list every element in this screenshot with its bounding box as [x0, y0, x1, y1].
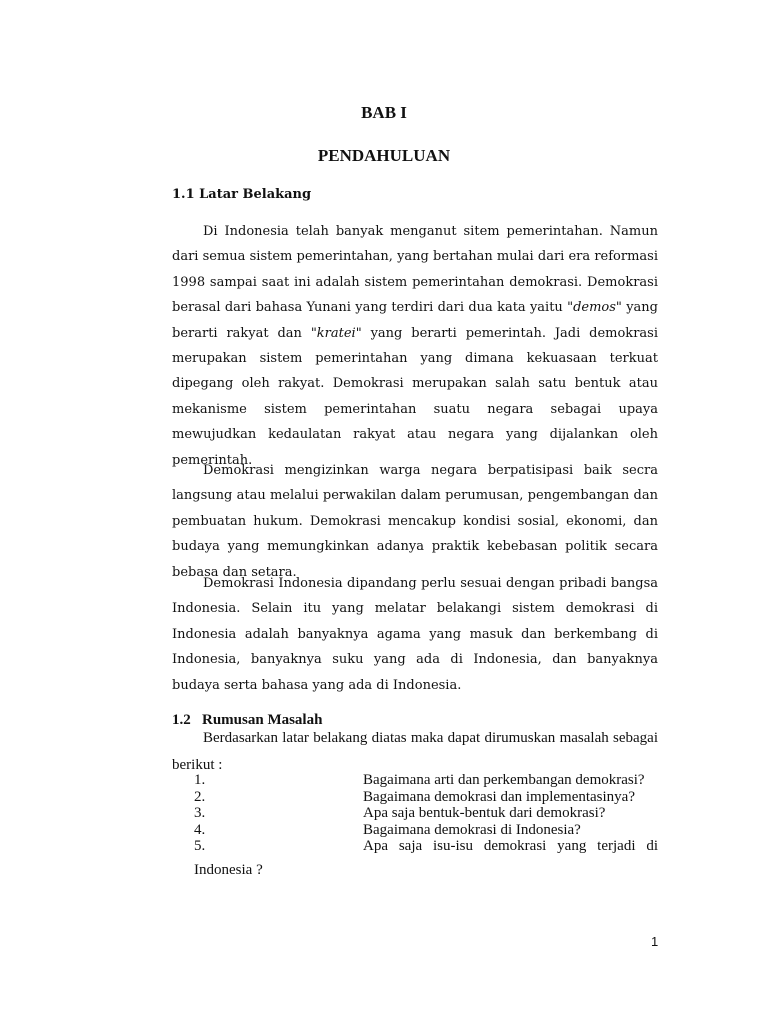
question-number: 4. — [194, 821, 206, 838]
question-text: Bagaimana demokrasi dan implementasinya? — [363, 788, 635, 805]
section-1-2-intro: Berdasarkan latar belakang diatas maka dapat dirumuskan masalah sebagai berikut : — [172, 730, 658, 773]
paragraph-1-part-a: Di Indonesia telah banyak menganut sitem pemerintahan. Namun dari semua sistem pemerintahan, yang bertahan mulai dari era reformasi 1998 sampai saat ini adalah sistem pemerintahan demokrasi. Demokrasi berasal dari bahasa Yunani yang terdiri dari dua kata yaitu — [172, 224, 658, 316]
paragraph-1 — [172, 219, 658, 473]
section-1-1-heading: 1.1 Latar Belakang — [172, 187, 312, 202]
paragraph-3: Demokrasi Indonesia dipandang perlu sesuai dengan pribadi bangsa Indonesia. Selain itu yang melatar belakangi sistem demokrasi di Indonesia adalah banyaknya agama yang masuk dan berkembang di Indonesia, banyaknya suku yang ada di Indonesia, dan banyaknya budaya serta bahasa yang ada di Indonesia. — [172, 576, 658, 693]
question-text: Apa saja isu-isu demokrasi yang terjadi di — [363, 838, 658, 855]
chapter-title: PENDAHULUAN — [317, 146, 451, 165]
list-item — [194, 838, 658, 855]
question-number: 2. — [194, 788, 206, 805]
term-demos: "demos" — [567, 300, 622, 316]
paragraph-1-part-c: yang berarti pemerintah. Jadi demokrasi merupakan sistem pemerintahan yang dimana kekuasaan terkuat dipegang oleh rakyat. Demokrasi merupakan salah satu bentuk atau mekanisme sistem pemerintahan suatu negara sebagai upaya mewujudkan kedaulatan rakyat atau negara yang dijalankan oleh pemerintah. — [172, 325, 658, 468]
questions-list — [194, 772, 658, 855]
question-number: 3. — [194, 805, 206, 822]
question-text: Apa saja bentuk-bentuk dari demokrasi? — [363, 805, 606, 822]
question-text: Bagaimana arti dan perkembangan demokrasi? — [363, 772, 645, 788]
term-kratei: "kratei" — [310, 325, 362, 341]
section-1-2-number: 1.2 — [172, 712, 191, 728]
paragraph-1-part-b: yang berarti rakyat dan — [172, 300, 658, 341]
question-number: 5. — [194, 838, 206, 855]
list-item — [194, 789, 658, 806]
list-item — [194, 772, 658, 789]
chapter-label: BAB I — [361, 103, 407, 122]
list-item — [194, 822, 658, 839]
section-1-2-title: Rumusan Masalah — [202, 712, 323, 728]
list-item — [194, 805, 658, 822]
question-5-continuation: Indonesia ? — [194, 862, 263, 878]
page-number: 1 — [651, 934, 659, 949]
question-text: Bagaimana demokrasi di Indonesia? — [363, 821, 581, 838]
paragraph-2: Demokrasi mengizinkan warga negara berpatisipasi baik secra langsung atau melalui perwakilan dalam perumusan, pengembangan dan pembuatan hukum. Demokrasi mencakup kondisi sosial, ekonomi, dan budaya yang memungkinkan adanya praktik kebebasan politik secara bebasa dan setara. — [172, 463, 658, 580]
question-number: 1. — [194, 772, 206, 788]
